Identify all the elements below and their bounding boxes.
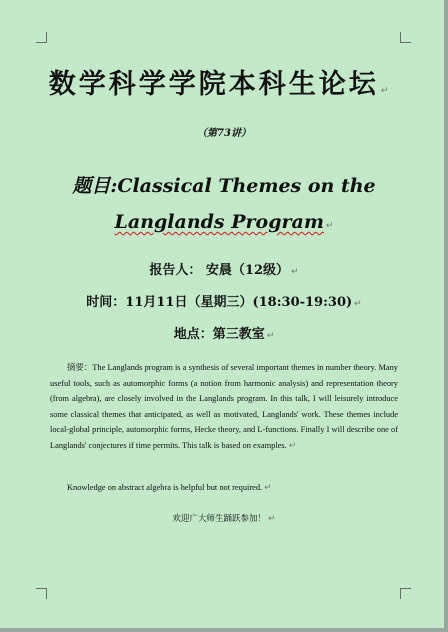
- paragraph-mark: ↵: [267, 514, 276, 524]
- crop-mark-top-right: [400, 32, 411, 43]
- location-text: 地点：第三教室: [173, 327, 265, 342]
- forum-title: [30, 62, 410, 101]
- crop-mark-bottom-left: [36, 588, 47, 599]
- prerequisite-note: [50, 482, 398, 494]
- welcome-line: [0, 512, 448, 524]
- talk-title-line-2: [30, 204, 418, 244]
- crop-mark-bottom-right: [400, 588, 411, 599]
- speaker-text: 报告人： 安晨（12级）: [149, 263, 290, 278]
- paragraph-mark: ↵: [291, 267, 299, 277]
- paragraph-mark: ↵: [354, 299, 362, 309]
- abstract-paragraph: [50, 360, 398, 455]
- paragraph-mark: ↵: [325, 221, 334, 231]
- paragraph-mark: ↵: [288, 440, 297, 451]
- paragraph-mark: ↵: [264, 483, 272, 493]
- paragraph-mark: ↵: [266, 331, 275, 341]
- location-line: [0, 323, 448, 342]
- talk-title-line-2-text: Langlands Program: [114, 211, 324, 233]
- note-text: Knowledge on abstract algebra is helpful but not required.: [67, 483, 263, 492]
- abstract-text: 摘要：The Langlands program is a synthesis of several important themes in number theory. Many useful tools, such as automorphic forms (a notion from harmonic analysis) and representation theory (from algebra), are closely involved in the Langlands program. In this talk, I will leisurely introduce some classical themes that anticipated, as well as motivated, Langlands' work. These themes include local-global principle, automorphic forms, Hecke theory, and L-functions. Finally I will describe one of Langlands' conjectures if time permits. This talk is based on examples.: [50, 363, 398, 450]
- page-edge-right: [444, 0, 448, 632]
- paragraph-mark: ↵: [380, 86, 392, 96]
- session-number: （第73讲）: [197, 128, 251, 139]
- crop-mark-top-left: [36, 32, 47, 43]
- page-edge-bottom: [0, 628, 448, 632]
- speaker-line: [0, 259, 448, 278]
- talk-title: [30, 168, 418, 244]
- time-line: [0, 291, 448, 310]
- talk-title-line-1: 题目:Classical Themes on the: [72, 175, 376, 197]
- welcome-text: 欢迎广大师生踊跃参加！: [172, 514, 266, 524]
- time-text: 时间：11月11日（星期三）(18:30-19:30): [86, 295, 353, 310]
- forum-title-text: 数学科学学院本科生论坛: [48, 69, 379, 100]
